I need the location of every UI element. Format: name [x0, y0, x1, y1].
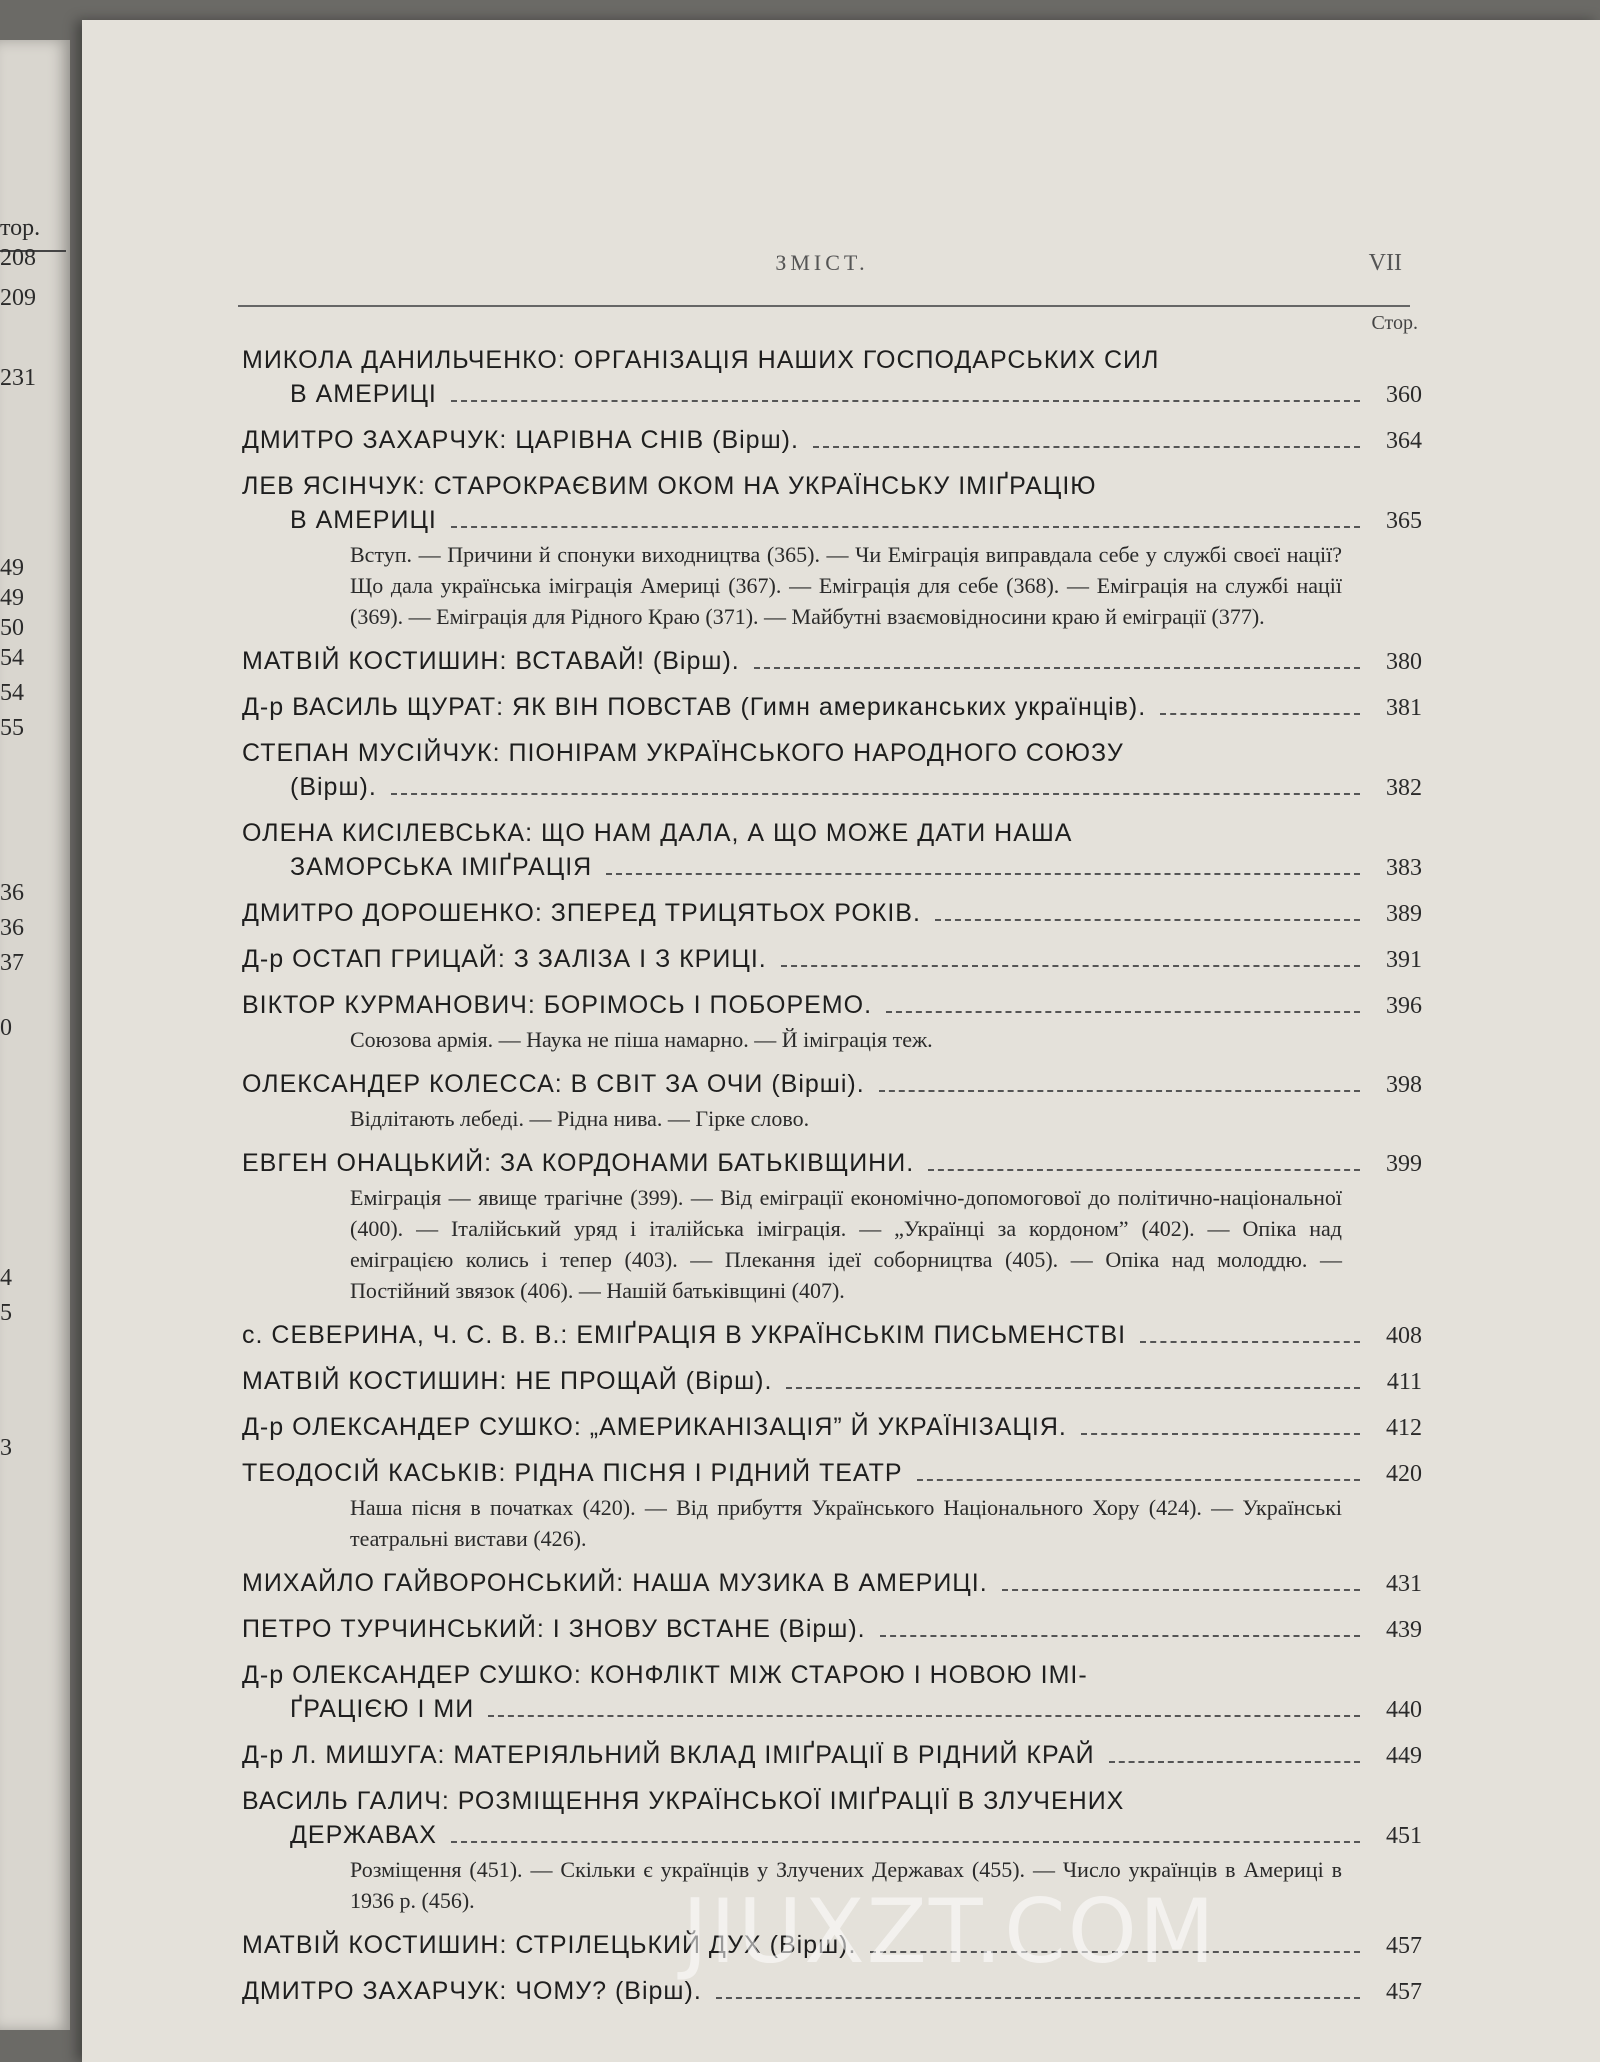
- previous-page-fragment: 231: [0, 365, 36, 391]
- toc-entry-line: [242, 423, 1422, 457]
- toc-entry-line: [242, 1410, 1422, 1444]
- toc-entry-title: МАТВІЙ КОСТИШИН: НЕ ПРОЩАЙ (Вірш).: [242, 1367, 773, 1395]
- toc-entry: [242, 644, 1422, 678]
- toc-page-number: 457: [1386, 1933, 1422, 1959]
- toc-entry-title: ОЛЕНА КИСІЛЕВСЬКА: ЩО НАМ ДАЛА, А ЩО МОЖЕ ДАТИ НАША: [242, 819, 1073, 847]
- previous-page-fragment: 54: [0, 680, 24, 706]
- toc-page-number: 408: [1386, 1323, 1422, 1349]
- toc-entry: [242, 690, 1422, 724]
- toc-page-number: 391: [1386, 947, 1422, 973]
- header-rule: [238, 305, 1410, 307]
- toc-entry-line: [242, 1566, 1422, 1600]
- toc-entry-subtopics: Наша пісня в початках (420). — Від прибуття Українського Національного Хору (424). — Українські театральні вистави (426).: [350, 1495, 1342, 1551]
- toc-entry-line: [242, 644, 1422, 678]
- leader-dots: [451, 1841, 1360, 1843]
- toc-entry-subtopics: Союзова армія. — Наука не піша намарно. — Й іміграція теж.: [350, 1027, 933, 1052]
- previous-page-fragment: 208: [0, 245, 36, 271]
- toc-entry-title: Д-р ОЛЕКСАНДЕР СУШКО: КОНФЛІКТ МІЖ СТАРОЮ І НОВОЮ ІМІ-: [242, 1661, 1088, 1689]
- toc-entry-line: [242, 896, 1422, 930]
- page-title: ЗМІСТ.: [775, 250, 869, 275]
- toc-entry: [242, 343, 1422, 411]
- page-number: VII: [1368, 250, 1402, 276]
- previous-page-fragment: 36: [0, 880, 24, 906]
- toc-entry-title: ЗАМОРСЬКА ІМІҐРАЦІЯ: [290, 853, 593, 881]
- toc-entry-title: В АМЕРИЦІ: [290, 380, 437, 408]
- toc-page-number: 457: [1386, 1979, 1422, 2005]
- toc-entry-title: ДМИТРО ЗАХАРЧУК: ЦАРІВНА СНІВ (Вірш).: [242, 426, 799, 454]
- leader-dots: [451, 400, 1360, 402]
- toc-entry-title: ВІКТОР КУРМАНОВИЧ: БОРІМОСЬ І ПОБОРЕМО.: [242, 991, 873, 1019]
- toc-page-number: 440: [1386, 1697, 1422, 1723]
- leader-dots: [754, 667, 1360, 669]
- toc-entry-subtopics: Розміщення (451). — Скільки є українців у Злучених Державах (455). — Число українців в Америці в 1936 р. (456).: [350, 1857, 1342, 1913]
- toc-entry-line: [242, 1364, 1422, 1398]
- toc-entry: [242, 1410, 1422, 1444]
- toc-entry-title: с. СЕВЕРИНА, Ч. С. В. В.: ЕМІҐРАЦІЯ В УКРАЇНСЬКІМ ПИСЬМЕНСТВІ: [242, 1321, 1127, 1349]
- toc-entry-title: ҐРАЦІЄЮ І МИ: [290, 1695, 475, 1723]
- toc-entry-subtopics: Відлітають лебеді. — Рідна нива. — Гірке слово.: [350, 1106, 810, 1131]
- leader-dots: [606, 873, 1360, 875]
- toc-entry: [242, 736, 1422, 804]
- toc-entry-title: МИХАЙЛО ГАЙВОРОНСЬКИЙ: НАША МУЗИКА В АМЕРИЦІ.: [242, 1569, 988, 1597]
- toc-entry: [242, 1146, 1422, 1306]
- toc-page-number: 360: [1386, 382, 1422, 408]
- leader-dots: [935, 919, 1360, 921]
- toc-entry-line: [242, 377, 1422, 411]
- toc-entry: [242, 816, 1422, 884]
- toc-entry-line: [242, 1818, 1422, 1852]
- leader-dots: [391, 793, 1360, 795]
- toc-page-number: 411: [1386, 1369, 1422, 1395]
- toc-entry: [242, 1612, 1422, 1646]
- toc-entry: [242, 1364, 1422, 1398]
- leader-dots: [451, 526, 1360, 528]
- previous-page-fragment: 54: [0, 645, 24, 671]
- leader-dots: [813, 446, 1360, 448]
- toc-page-number: 396: [1386, 993, 1422, 1019]
- toc-entry-line: [242, 736, 1422, 770]
- leader-dots: [1002, 1589, 1360, 1591]
- table-of-contents: [242, 312, 1422, 2020]
- toc-entry-title: МАТВІЙ КОСТИШИН: СТРІЛЕЦЬКИЙ ДУХ (Вірш).: [242, 1931, 857, 1959]
- toc-page-number: 381: [1386, 695, 1422, 721]
- toc-entry-title: Д-р ВАСИЛЬ ЩУРАТ: ЯК ВІН ПОВСТАВ (Гимн американських українців).: [242, 693, 1147, 721]
- toc-entry-title: СТЕПАН МУСІЙЧУК: ПІОНІРАМ УКРАЇНСЬКОГО НАРОДНОГО СОЮЗУ: [242, 739, 1124, 767]
- toc-page-number: 398: [1386, 1072, 1422, 1098]
- previous-page-fragment: 36: [0, 915, 24, 941]
- leader-dots: [917, 1479, 1360, 1481]
- toc-entry-line: [242, 1456, 1422, 1490]
- toc-entry: [242, 942, 1422, 976]
- toc-page-number: 451: [1386, 1823, 1422, 1849]
- toc-entry-line: [242, 1784, 1422, 1818]
- previous-page-fragment: 3: [0, 1435, 12, 1461]
- toc-entry-title: Д-р ОСТАП ГРИЦАЙ: З ЗАЛІЗА І З КРИЦІ.: [242, 945, 767, 973]
- toc-entry-title: ВАСИЛЬ ГАЛИЧ: РОЗМІЩЕННЯ УКРАЇНСЬКОЇ ІМІҐРАЦІЇ В ЗЛУЧЕНИХ: [242, 1787, 1125, 1815]
- leader-dots: [886, 1011, 1360, 1013]
- toc-entry-title: ДМИТРО ДОРОШЕНКО: ЗПЕРЕД ТРИЦЯТЬОХ РОКІВ.: [242, 899, 921, 927]
- toc-page-number: 389: [1386, 901, 1422, 927]
- toc-entry-title: Д-р ОЛЕКСАНДЕР СУШКО: „АМЕРИКАНІЗАЦІЯ” Й УКРАЇНІЗАЦІЯ.: [242, 1413, 1067, 1441]
- toc-page-number: 380: [1386, 649, 1422, 675]
- toc-page-number: 365: [1386, 508, 1422, 534]
- previous-page-fragment: 4: [0, 1265, 12, 1291]
- previous-page-fragment: 209: [0, 285, 36, 311]
- toc-page-number: 364: [1386, 428, 1422, 454]
- previous-page-fragment: 5: [0, 1300, 12, 1326]
- toc-entry-title: ПЕТРО ТУРЧИНСЬКИЙ: І ЗНОВУ ВСТАНЕ (Вірш).: [242, 1615, 866, 1643]
- previous-page-fragment: тор.: [0, 215, 41, 241]
- toc-entry-line: [242, 770, 1422, 804]
- toc-entry-line: [242, 503, 1422, 537]
- toc-entry: [242, 1318, 1422, 1352]
- toc-page-number: 431: [1386, 1571, 1422, 1597]
- toc-entry-line: [242, 1658, 1422, 1692]
- leader-dots: [928, 1169, 1360, 1171]
- toc-entry-title: Д-р Л. МИШУГА: МАТЕРІЯЛЬНИЙ ВКЛАД ІМІҐРАЦІЇ В РІДНИЙ КРАЙ: [242, 1741, 1095, 1769]
- toc-entry-line: [242, 942, 1422, 976]
- leader-dots: [1160, 713, 1360, 715]
- toc-entry-title: В АМЕРИЦІ: [290, 506, 437, 534]
- leader-dots: [1140, 1341, 1360, 1343]
- toc-entry: [242, 469, 1422, 632]
- toc-entry-title: ДМИТРО ЗАХАРЧУК: ЧОМУ? (Вірш).: [242, 1977, 702, 2005]
- toc-page-number: 383: [1386, 855, 1422, 881]
- toc-entry: [242, 896, 1422, 930]
- toc-entry-title: ТЕОДОСІЙ КАСЬКІВ: РІДНА ПІСНЯ І РІДНИЙ ТЕАТР: [242, 1459, 903, 1487]
- toc-entry-title: ДЕРЖАВАХ: [290, 1821, 437, 1849]
- leader-dots: [1081, 1433, 1360, 1435]
- leader-dots: [716, 1997, 1360, 1999]
- toc-entry-title: ОЛЕКСАНДЕР КОЛЕССА: В СВІТ ЗА ОЧИ (Вірші).: [242, 1070, 865, 1098]
- toc-entry-line: [242, 1612, 1422, 1646]
- leader-dots: [786, 1387, 1360, 1389]
- leader-dots: [488, 1715, 1360, 1717]
- toc-entry-line: [242, 1318, 1422, 1352]
- toc-entry-subtopics: Вступ. — Причини й спонуки виходництва (365). — Чи Еміграція виправдала себе у службі своєї нації? Що дала українська іміграція Америці (367). — Еміграція для себе (368). — Еміграція на службі нації (369). — Еміграція для Рідного Краю (371). — Майбутні взаємовідносини краю й еміграції (377).: [350, 542, 1342, 629]
- page-header: [242, 250, 1402, 290]
- leader-dots: [1109, 1761, 1360, 1763]
- toc-entry-title: ЛЕВ ЯСІНЧУК: СТАРОКРАЄВИМ ОКОМ НА УКРАЇНСЬКУ ІМІҐРАЦІЮ: [242, 472, 1097, 500]
- toc-entry-line: [242, 690, 1422, 724]
- toc-entry: [242, 423, 1422, 457]
- leader-dots: [781, 965, 1360, 967]
- previous-page-edge: [0, 40, 70, 2030]
- previous-page-fragment: 50: [0, 615, 24, 641]
- toc-page-number: 412: [1386, 1415, 1422, 1441]
- toc-entry: [242, 1566, 1422, 1600]
- toc-entry: [242, 1658, 1422, 1726]
- toc-entry-subtopics: Еміграція — явище трагічне (399). — Від еміграції економічно-допомогової до політично-національної (400). — Італійський уряд і італійська іміграція. — „Українці за кордоном” (402). — Опіка над еміграцією колись і тепер (403). — Плекання ідеї соборництва (405). — Опіка над молоддю. — Постійний звязок (406). — Нашій батьківщині (407).: [350, 1185, 1342, 1303]
- toc-entry-line: [242, 343, 1422, 377]
- toc-page-number: 420: [1386, 1461, 1422, 1487]
- toc-entry-line: [242, 1738, 1422, 1772]
- toc-entry-title: МИКОЛА ДАНИЛЬЧЕНКО: ОРГАНІЗАЦІЯ НАШИХ ГОСПОДАРСЬКИХ СИЛ: [242, 346, 1160, 374]
- toc-entry-line: [242, 850, 1422, 884]
- toc-entry: [242, 1067, 1422, 1134]
- toc-page-number: 449: [1386, 1743, 1422, 1769]
- page-column-label: Стор.: [1371, 312, 1418, 334]
- previous-page-fragment: 0: [0, 1015, 12, 1041]
- toc-entry-title: ЕВГЕН ОНАЦЬКИЙ: ЗА КОРДОНАМИ БАТЬКІВЩИНИ.: [242, 1149, 915, 1177]
- watermark: JIUXZT.COM: [682, 1880, 1217, 1983]
- toc-page-number: 439: [1386, 1617, 1422, 1643]
- toc-entry-line: [242, 469, 1422, 503]
- toc-entry-line: [242, 988, 1422, 1022]
- toc-entry: [242, 988, 1422, 1055]
- toc-entry-line: [242, 1692, 1422, 1726]
- toc-entry-line: [242, 1146, 1422, 1180]
- toc-entry-line: [242, 816, 1422, 850]
- leader-dots: [879, 1090, 1360, 1092]
- previous-page-fragment: 49: [0, 585, 24, 611]
- toc-entry: [242, 1738, 1422, 1772]
- book-page: [82, 20, 1600, 2062]
- toc-entry-line: [242, 1067, 1422, 1101]
- toc-entry-title: (Вірш).: [290, 773, 377, 801]
- previous-page-fragment: 55: [0, 715, 24, 741]
- toc-entry-title: МАТВІЙ КОСТИШИН: ВСТАВАЙ! (Вірш).: [242, 647, 740, 675]
- toc-entries: [242, 343, 1422, 2008]
- previous-page-fragment: 37: [0, 950, 24, 976]
- leader-dots: [880, 1635, 1360, 1637]
- toc-entry: [242, 1456, 1422, 1554]
- toc-page-number: 399: [1386, 1151, 1422, 1177]
- toc-page-number: 382: [1386, 775, 1422, 801]
- previous-page-fragment: 49: [0, 555, 24, 581]
